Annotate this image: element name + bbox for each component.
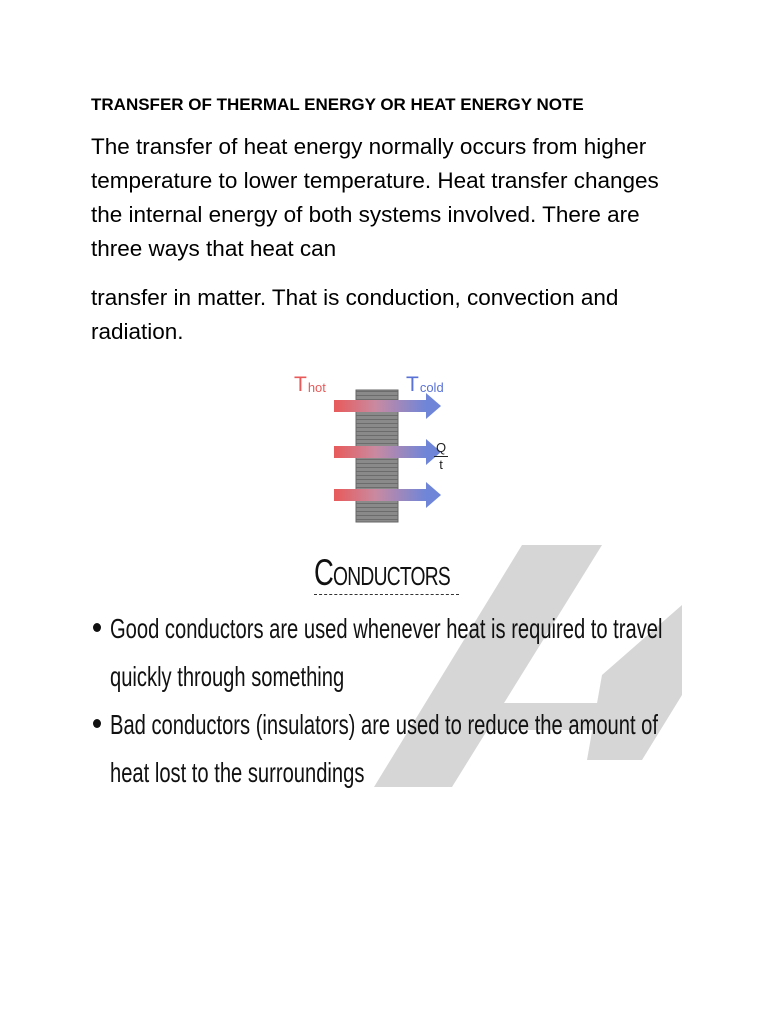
heading-underline	[314, 594, 459, 595]
t-hot-label: $T_{hot}$	[294, 373, 326, 396]
heat-rate-denominator: t	[439, 457, 443, 472]
ways-paragraph: transfer in matter. That is conduction, convection and radiation.	[91, 285, 619, 344]
bullet-bad-conductors: Bad conductors (insulators) are used to reduce the amount of heat lost to the surroundings	[110, 709, 658, 788]
t-cold-label: $T_{cold}$	[406, 373, 444, 396]
conductors-heading: Conductors	[314, 552, 451, 593]
bullet-dot-icon	[93, 623, 101, 632]
heat-rate-fraction	[434, 440, 448, 473]
bullet-dot-icon	[93, 719, 101, 728]
document-title: TRANSFER OF THERMAL ENERGY OR HEAT ENERGY NOTE	[91, 95, 584, 114]
heat-transfer-diagram	[294, 368, 474, 528]
intro-paragraph: The transfer of heat energy normally occurs from higher temperature to lower temperature. Heat transfer changes the internal energy of both systems involved. There are three ways that heat can	[91, 134, 659, 261]
bullet-good-conductors: Good conductors are used whenever heat is required to travel quickly through something	[110, 613, 663, 692]
conductors-slide	[82, 545, 682, 790]
heat-rate-numerator: Q	[435, 440, 447, 455]
